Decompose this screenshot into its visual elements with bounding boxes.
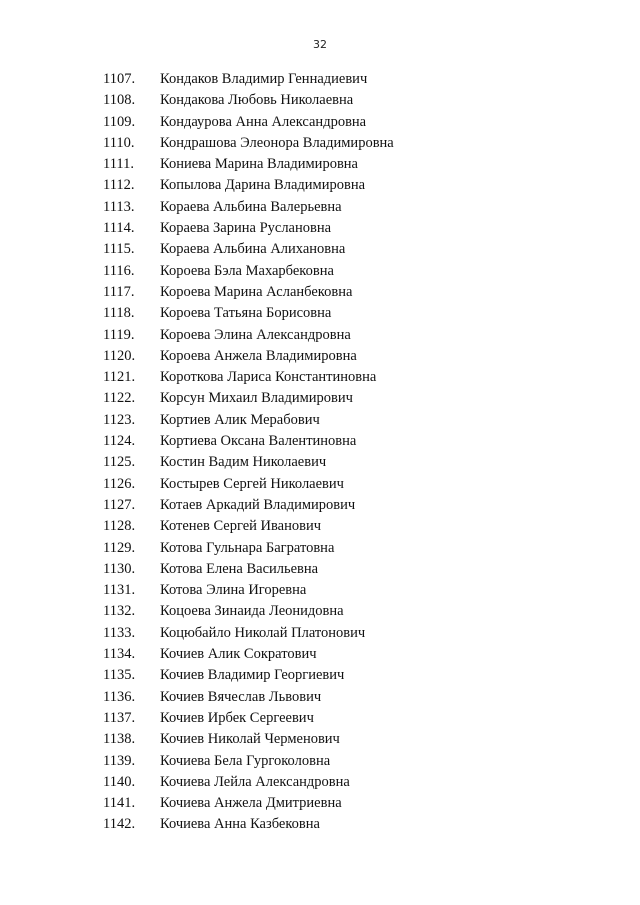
entry-number: 1112. bbox=[103, 177, 135, 194]
list-item bbox=[0, 516, 640, 537]
entry-name: Котова Элина Игоревна bbox=[160, 582, 307, 599]
entry-name: Кочиева Бела Гургоколовна bbox=[160, 752, 331, 769]
list-item bbox=[0, 644, 640, 665]
list-item bbox=[0, 197, 640, 218]
entry-number: 1122. bbox=[103, 390, 136, 407]
entry-name: Кондрашова Элеонора Владимировна bbox=[160, 134, 394, 151]
list-item bbox=[0, 729, 640, 750]
list-item bbox=[0, 133, 640, 154]
entry-number: 1107. bbox=[103, 71, 136, 87]
list-item bbox=[0, 793, 640, 814]
entry-number: 1138. bbox=[103, 731, 136, 748]
list-item bbox=[0, 154, 640, 175]
list-item bbox=[0, 559, 640, 580]
name-list bbox=[0, 69, 640, 836]
entry-name: Котова Елена Васильевна bbox=[160, 560, 319, 577]
entry-number: 1136. bbox=[103, 688, 136, 705]
list-item bbox=[0, 751, 640, 772]
list-item bbox=[0, 239, 640, 260]
entry-number: 1115. bbox=[103, 241, 135, 258]
entry-name: Кочиев Алик Сократович bbox=[160, 646, 317, 663]
list-item bbox=[0, 772, 640, 793]
list-item bbox=[0, 90, 640, 111]
entry-name: Короева Татьяна Борисовна bbox=[160, 305, 332, 322]
entry-name: Кондакова Любовь Николаевна bbox=[160, 92, 354, 109]
list-item bbox=[0, 687, 640, 708]
entry-name: Кораева Альбина Алихановна bbox=[160, 241, 346, 258]
entry-name: Короткова Лариса Константиновна bbox=[160, 369, 377, 386]
list-item bbox=[0, 388, 640, 409]
entry-number: 1139. bbox=[103, 752, 136, 769]
list-item bbox=[0, 495, 640, 516]
entry-name: Кораева Альбина Валерьевна bbox=[160, 198, 342, 215]
list-item bbox=[0, 303, 640, 324]
list-item bbox=[0, 346, 640, 367]
entry-number: 1133. bbox=[103, 624, 136, 641]
list-item bbox=[0, 474, 640, 495]
entry-number: 1141. bbox=[103, 795, 136, 812]
entry-number: 1129. bbox=[103, 539, 136, 556]
entry-number: 1113. bbox=[103, 198, 135, 215]
list-item bbox=[0, 580, 640, 601]
entry-name: Кондаурова Анна Александровна bbox=[160, 113, 367, 130]
list-item bbox=[0, 325, 640, 346]
list-item bbox=[0, 112, 640, 133]
entry-number: 1116. bbox=[103, 262, 135, 279]
entry-number: 1132. bbox=[103, 603, 136, 620]
entry-number: 1123. bbox=[103, 411, 136, 428]
list-item bbox=[0, 175, 640, 196]
entry-number: 1119. bbox=[103, 326, 135, 343]
entry-name: Копылова Дарина Владимировна bbox=[160, 177, 366, 194]
entry-number: 1137. bbox=[103, 709, 136, 726]
entry-name: Кочиев Ирбек Сергеевич bbox=[160, 709, 314, 726]
list-item bbox=[0, 814, 640, 835]
list-item bbox=[0, 623, 640, 644]
page-number: 32 bbox=[313, 38, 327, 51]
list-item bbox=[0, 431, 640, 452]
entry-name: Котова Гульнара Багратовна bbox=[160, 539, 335, 556]
entry-name: Кониева Марина Владимировна bbox=[160, 156, 358, 173]
list-item bbox=[0, 367, 640, 388]
entry-number: 1124. bbox=[103, 433, 136, 450]
list-item bbox=[0, 282, 640, 303]
entry-name: Кочиев Вячеслав Львович bbox=[160, 688, 322, 705]
entry-number: 1111. bbox=[103, 156, 135, 173]
entry-name: Костин Вадим Николаевич bbox=[160, 454, 327, 471]
entry-name: Коцюбайло Николай Платонович bbox=[160, 624, 366, 641]
entry-number: 1118. bbox=[103, 305, 135, 322]
entry-number: 1140. bbox=[103, 773, 136, 790]
entry-name: Короева Бэла Махарбековна bbox=[160, 262, 334, 279]
list-item bbox=[0, 708, 640, 729]
entry-number: 1109. bbox=[103, 113, 136, 130]
list-item bbox=[0, 538, 640, 559]
list-item bbox=[0, 69, 640, 90]
list-item bbox=[0, 218, 640, 239]
entry-number: 1110. bbox=[103, 134, 135, 151]
entry-number: 1120. bbox=[103, 347, 136, 364]
entry-number: 1142. bbox=[103, 816, 136, 833]
entry-name: Кочиев Николай Черменович bbox=[160, 731, 340, 748]
entry-name: Кочиева Анжела Дмитриевна bbox=[160, 795, 342, 812]
entry-number: 1108. bbox=[103, 92, 136, 109]
entry-name: Кондаков Владимир Геннадиевич bbox=[160, 71, 368, 87]
entry-name: Котенев Сергей Иванович bbox=[160, 518, 322, 535]
entry-name: Кочиев Владимир Георгиевич bbox=[160, 667, 345, 684]
entry-number: 1135. bbox=[103, 667, 136, 684]
entry-name: Короева Элина Александровна bbox=[160, 326, 351, 343]
entry-number: 1126. bbox=[103, 475, 136, 492]
list-item bbox=[0, 601, 640, 622]
entry-name: Костырев Сергей Николаевич bbox=[160, 475, 344, 492]
list-item bbox=[0, 261, 640, 282]
entry-number: 1131. bbox=[103, 582, 136, 599]
entry-number: 1125. bbox=[103, 454, 136, 471]
entry-number: 1114. bbox=[103, 220, 135, 237]
entry-name: Кочиева Лейла Александровна bbox=[160, 773, 350, 790]
entry-name: Корсун Михаил Владимирович bbox=[160, 390, 353, 407]
entry-name: Коцоева Зинаида Леонидовна bbox=[160, 603, 344, 620]
entry-name: Кортиева Оксана Валентиновна bbox=[160, 433, 357, 450]
entry-name: Кочиева Анна Казбековна bbox=[160, 816, 320, 833]
entry-name: Короева Анжела Владимировна bbox=[160, 347, 357, 364]
entry-number: 1130. bbox=[103, 560, 136, 577]
entry-name: Кораева Зарина Руслановна bbox=[160, 220, 332, 237]
entry-number: 1121. bbox=[103, 369, 136, 386]
list-item bbox=[0, 665, 640, 686]
entry-name: Котаев Аркадий Владимирович bbox=[160, 496, 356, 513]
entry-name: Короева Марина Асланбековна bbox=[160, 283, 353, 300]
list-item bbox=[0, 452, 640, 473]
list-item bbox=[0, 410, 640, 431]
entry-name: Кортиев Алик Мерабович bbox=[160, 411, 320, 428]
entry-number: 1134. bbox=[103, 646, 136, 663]
entry-number: 1128. bbox=[103, 518, 136, 535]
entry-number: 1117. bbox=[103, 283, 135, 300]
entry-number: 1127. bbox=[103, 496, 136, 513]
